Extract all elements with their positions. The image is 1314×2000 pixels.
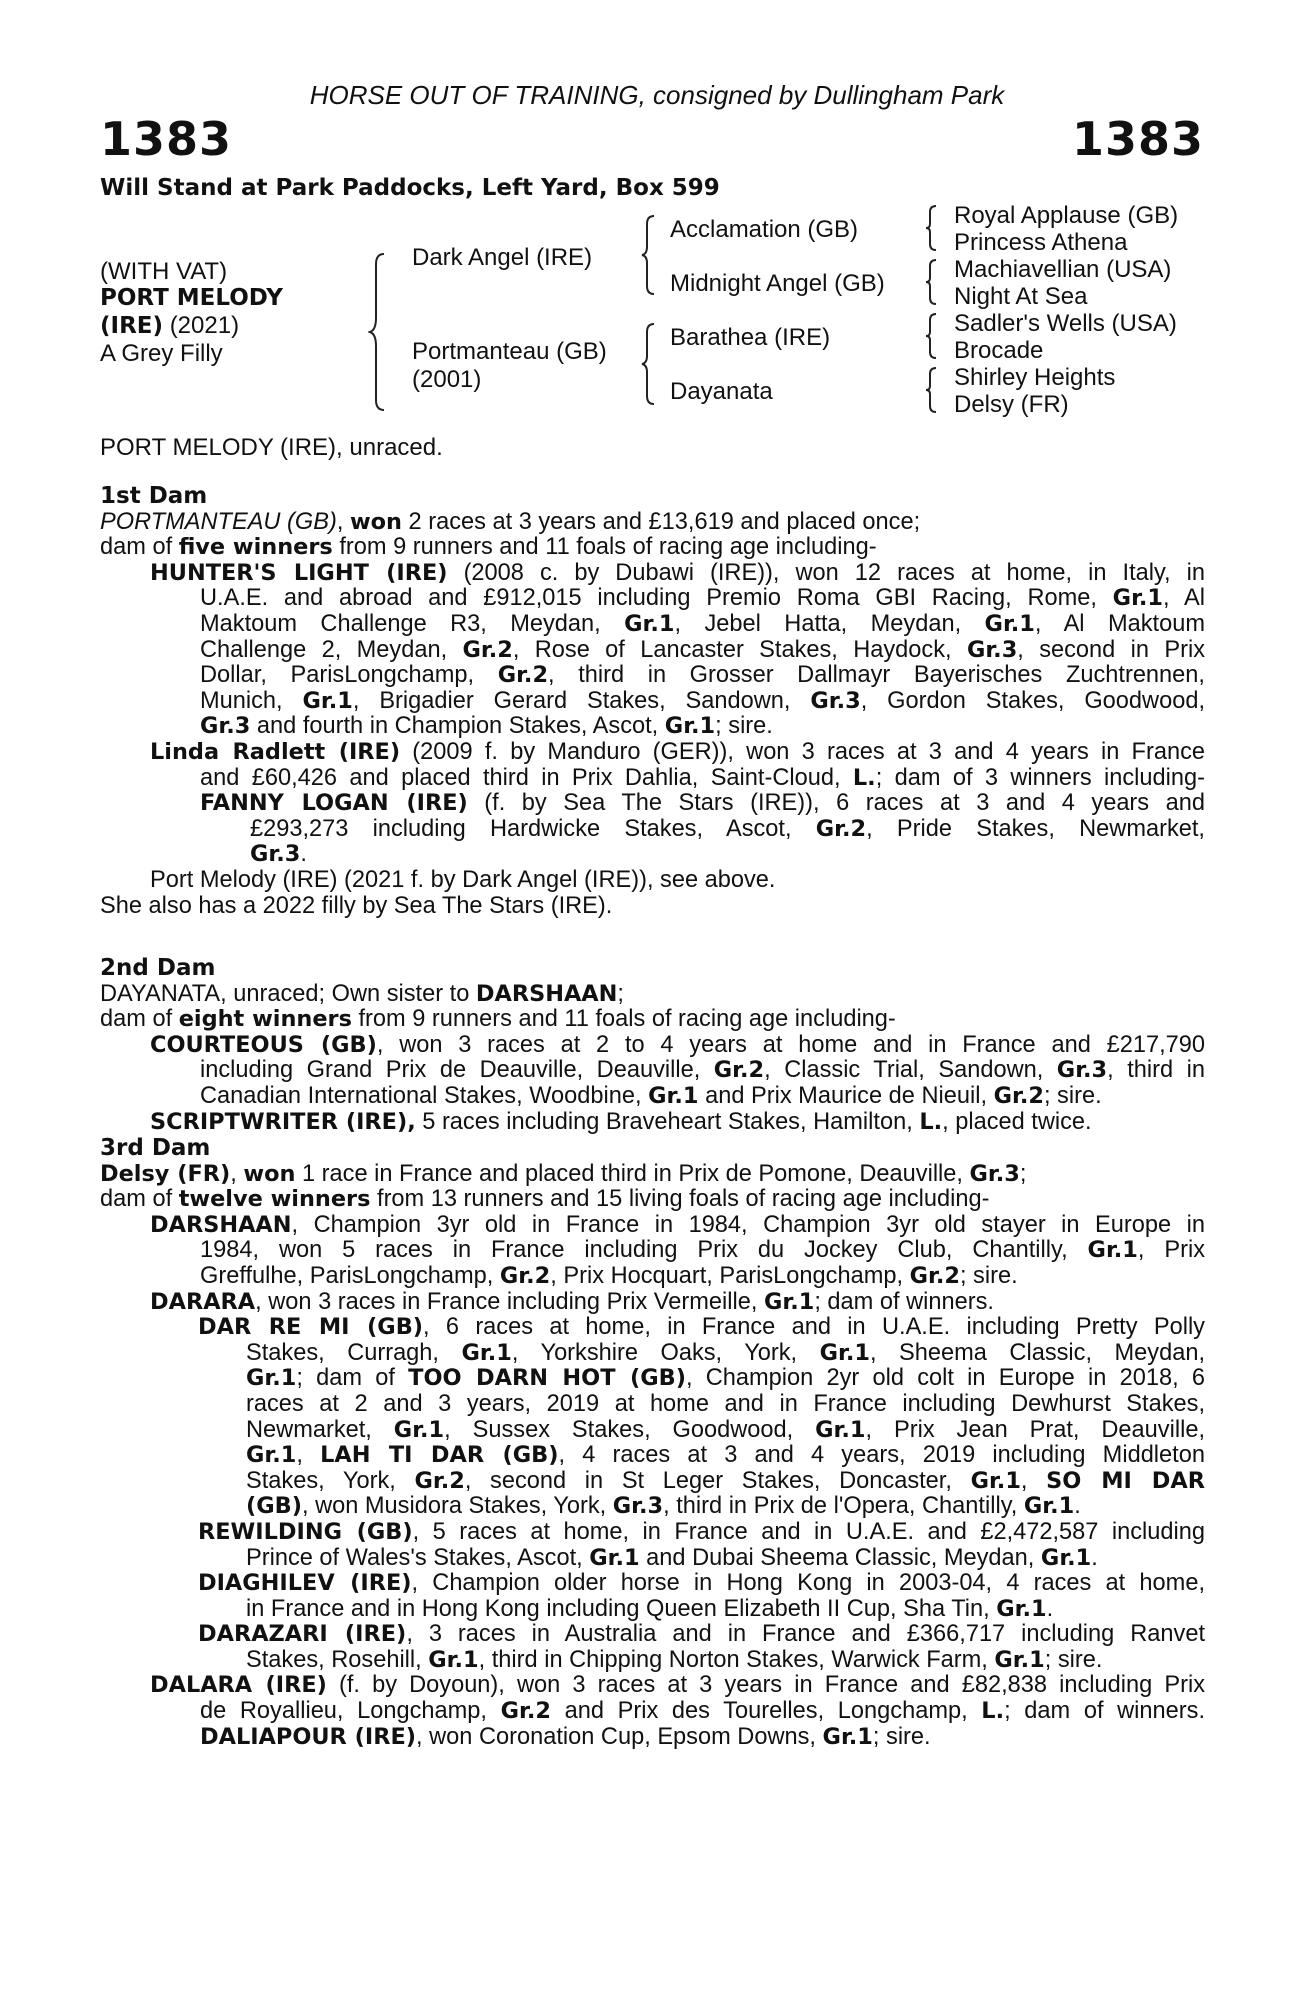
second-dam-line: DAYANATA, unraced; Own sister to DARSHAAN; bbox=[100, 980, 624, 1007]
pedigree-brace-sire bbox=[640, 214, 656, 296]
third-dam-line: Delsy (FR), won 1 race in France and placed third in Prix de Pomone, Deauville, Gr.3; bbox=[100, 1160, 1027, 1187]
first-dam-heading: 1st Dam bbox=[100, 483, 208, 509]
produce-line: DARAZARI (IRE), 3 races in Australia and in France and £366,717 including Ranvet bbox=[198, 1621, 1206, 1648]
produce-line: Gr.1, LAH TI DAR (GB), 4 races at 3 and 4 years, 2019 including Middleton bbox=[246, 1442, 1205, 1469]
produce-line: REWILDING (GB), 5 races at home, in France and in U.A.E. and £2,472,587 including bbox=[198, 1518, 1205, 1545]
ssd-name: Princess Athena bbox=[954, 229, 1128, 256]
produce-line: SCRIPTWRITER (IRE), 5 races including Braveheart Stakes, Hamilton, L., placed twice. bbox=[150, 1108, 1092, 1135]
sds-name: Machiavellian (USA) bbox=[954, 256, 1172, 283]
produce-line: Newmarket, Gr.1, Sussex Stakes, Goodwood, Gr.1, Prix Jean Prat, Deauville, bbox=[246, 1416, 1206, 1443]
produce-line: de Royallieu, Longchamp, Gr.2 and Prix des Tourelles, Longchamp, L.; dam of winners. bbox=[200, 1698, 1206, 1725]
sss-name: Royal Applause (GB) bbox=[954, 202, 1179, 229]
produce-line: Challenge 2, Meydan, Gr.2, Rose of Lancaster Stakes, Haydock, Gr.3, second in Prix bbox=[200, 636, 1205, 663]
produce-line: in France and in Hong Kong including Queen Elizabeth II Cup, Sha Tin, Gr.1. bbox=[246, 1595, 1054, 1622]
third-dam-section bbox=[100, 1136, 1205, 1750]
produce-line: COURTEOUS (GB), won 3 races at 2 to 4 years at home and in France and £217,790 bbox=[150, 1031, 1205, 1058]
produce-line: Linda Radlett (IRE) (2009 f. by Manduro (GER)), won 3 races at 3 and 4 years in France bbox=[150, 738, 1205, 765]
brace-sds bbox=[924, 258, 938, 306]
produce-line: Munich, Gr.1, Brigadier Gerard Stakes, Sandown, Gr.3, Gordon Stakes, Goodwood, bbox=[200, 687, 1206, 714]
dds-name: Shirley Heights bbox=[954, 364, 1116, 391]
produce-line: Prince of Wales's Stakes, Ascot, Gr.1 and Dubai Sheema Classic, Meydan, Gr.1. bbox=[246, 1544, 1098, 1571]
produce-line: Stakes, Curragh, Gr.1, Yorkshire Oaks, York, Gr.1, Sheema Classic, Meydan, bbox=[246, 1339, 1206, 1366]
brace-dds bbox=[924, 366, 938, 414]
produce-line: Port Melody (IRE) (2021 f. by Dark Angel (IRE)), see above. bbox=[150, 866, 776, 893]
produce-line: (GB), won Musidora Stakes, York, Gr.3, third in Prix de l'Opera, Chantilly, Gr.1. bbox=[246, 1493, 1081, 1520]
produce-line: races at 2 and 3 years, 2019 at home and in France including Dewhurst Stakes, bbox=[246, 1390, 1205, 1417]
produce-line: including Grand Prix de Deauville, Deauville, Gr.2, Classic Trial, Sandown, Gr.3, third in bbox=[200, 1057, 1205, 1084]
dam-year: (2001) bbox=[412, 366, 482, 393]
produce-line: DAR RE MI (GB), 6 races at home, in France and in U.A.E. including Pretty Polly bbox=[198, 1314, 1205, 1341]
brace-sss bbox=[924, 204, 938, 252]
produce-line: 1984, won 5 races in France including Prix du Jockey Club, Chantilly, Gr.1, Prix bbox=[200, 1237, 1205, 1264]
produce-line: Greffulhe, ParisLongchamp, Gr.2, Prix Hocquart, ParisLongchamp, Gr.2; sire. bbox=[200, 1262, 1018, 1289]
race-record-summary: PORT MELODY (IRE), unraced. bbox=[100, 434, 443, 461]
pedigree-brace-dam bbox=[640, 322, 656, 406]
dss-name: Sadler's Wells (USA) bbox=[954, 310, 1177, 337]
produce-line: Gr.3 and fourth in Champion Stakes, Ascot, Gr.1; sire. bbox=[200, 713, 773, 740]
third-dam-heading: 3rd Dam bbox=[100, 1135, 211, 1161]
produce-line: Gr.3. bbox=[250, 841, 307, 868]
sire-name: Dark Angel (IRE) bbox=[412, 244, 593, 271]
produce-line: DALARA (IRE) (f. by Doyoun), won 3 races at 3 years in France and £82,838 including Prix bbox=[150, 1672, 1205, 1699]
produce-line: Stakes, York, Gr.2, second in St Leger Stakes, Doncaster, Gr.1, SO MI DAR bbox=[246, 1467, 1205, 1494]
sdd-name: Night At Sea bbox=[954, 283, 1088, 310]
produce-line: DARARA, won 3 races in France including Prix Vermeille, Gr.1; dam of winners. bbox=[150, 1288, 994, 1315]
produce-line: Gr.1; dam of TOO DARN HOT (GB), Champion 2yr old colt in Europe in 2018, 6 bbox=[246, 1365, 1205, 1392]
horse-description: A Grey Filly bbox=[100, 340, 223, 367]
sire-dam: Midnight Angel (GB) bbox=[670, 270, 885, 297]
produce-line: and £60,426 and placed third in Prix Dahlia, Saint-Cloud, L.; dam of 3 winners including- bbox=[200, 764, 1205, 791]
first-dam-line: dam of five winners from 9 runners and 11 foals of racing age including- bbox=[100, 534, 877, 561]
first-dam-section bbox=[100, 484, 1205, 919]
produce-line: Canadian International Stakes, Woodbine, Gr.1 and Prix Maurice de Nieuil, Gr.2; sire. bbox=[200, 1082, 1102, 1109]
produce-line: DIAGHILEV (IRE), Champion older horse in Hong Kong in 2003-04, 4 races at home, bbox=[198, 1570, 1206, 1597]
second-dam-section bbox=[100, 956, 1205, 1135]
produce-line: DARSHAAN, Champion 3yr old in France in 1984, Champion 3yr old stayer in Europe in bbox=[150, 1211, 1205, 1238]
second-dam-heading: 2nd Dam bbox=[100, 955, 216, 981]
lot-number-right: 1383 bbox=[1071, 112, 1204, 166]
dam-name: Portmanteau (GB) bbox=[412, 338, 607, 365]
horse-name: PORT MELODY bbox=[100, 285, 283, 311]
first-dam-line: She also has a 2022 filly by Sea The Stars (IRE). bbox=[100, 892, 613, 919]
vat-note: (WITH VAT) bbox=[100, 258, 228, 285]
produce-line: U.A.E. and abroad and £912,015 including Premio Roma GBI Racing, Rome, Gr.1, Al bbox=[200, 585, 1205, 612]
ddd-name: Delsy (FR) bbox=[954, 391, 1069, 418]
produce-line: HUNTER'S LIGHT (IRE) (2008 c. by Dubawi (IRE)), won 12 races at home, in Italy, in bbox=[150, 559, 1206, 586]
dam-sire: Barathea (IRE) bbox=[670, 324, 831, 351]
produce-line: Maktoum Challenge R3, Meydan, Gr.1, Jebel Hatta, Meydan, Gr.1, Al Maktoum bbox=[200, 610, 1205, 637]
dsd-name: Brocade bbox=[954, 337, 1044, 364]
produce-line: DALIAPOUR (IRE), won Coronation Cup, Epsom Downs, Gr.1; sire. bbox=[200, 1723, 931, 1750]
produce-line: FANNY LOGAN (IRE) (f. by Sea The Stars (IRE)), 6 races at 3 and 4 years and bbox=[200, 790, 1205, 817]
produce-line: Dollar, ParisLongchamp, Gr.2, third in Grosser Dallmayr Bayerisches Zuchtrennen, bbox=[200, 662, 1205, 689]
dam-dam: Dayanata bbox=[670, 378, 773, 405]
brace-dss bbox=[924, 312, 938, 360]
produce-line: Stakes, Rosehill, Gr.1, third in Chipping Norton Stakes, Warwick Farm, Gr.1; sire. bbox=[246, 1646, 1103, 1673]
first-dam-line: PORTMANTEAU (GB), won 2 races at 3 years and £13,619 and placed once; bbox=[100, 508, 921, 535]
lot-number-left: 1383 bbox=[100, 112, 233, 166]
horse-name-country-year: (IRE) (2021) bbox=[100, 312, 240, 339]
stabling-location: Will Stand at Park Paddocks, Left Yard, Box 599 bbox=[100, 175, 720, 201]
sire-sire: Acclamation (GB) bbox=[670, 216, 859, 243]
third-dam-line: dam of twelve winners from 13 runners and 15 living foals of racing age including- bbox=[100, 1186, 990, 1213]
pedigree-brace-main bbox=[368, 252, 386, 412]
second-dam-line: dam of eight winners from 9 runners and 11 foals of racing age including- bbox=[100, 1006, 896, 1033]
produce-line: £293,273 including Hardwicke Stakes, Ascot, Gr.2, Pride Stakes, Newmarket, bbox=[250, 815, 1205, 842]
consignment-line: HORSE OUT OF TRAINING, consigned by Dullingham Park bbox=[309, 80, 1005, 110]
